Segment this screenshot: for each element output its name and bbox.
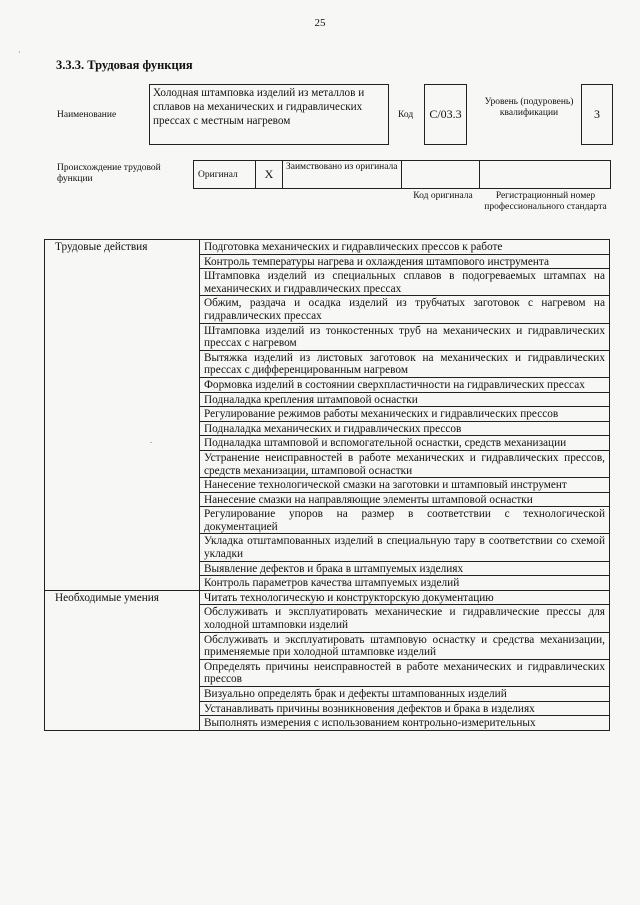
- scan-mark: ·: [18, 48, 21, 57]
- table-cell: Штамповка изделий из специальных сплавов в подогреваемых штампах на механических и гидравлических прессах: [200, 269, 610, 296]
- group-title: Необходимые умения: [45, 590, 200, 730]
- function-table: [44, 239, 610, 731]
- table-cell: Регулирование упоров на размер в соответствии с технологической документацией: [200, 507, 610, 534]
- table-cell: Обслуживать и эксплуатировать механические и гидравлические прессы для холодной штамповки изделий: [200, 605, 610, 632]
- table-cell: Контроль параметров качества штампуемых изделий: [200, 576, 610, 591]
- level-value: 3: [581, 84, 613, 145]
- table-cell: Нанесение технологической смазки на заготовки и штамповый инструмент: [200, 478, 610, 493]
- table-cell: Подналадка штамповой и вспомогательной оснастки, средств механизации: [200, 436, 610, 451]
- table-cell: Регулирование режимов работы механических и гидравлических прессов: [200, 407, 610, 422]
- function-name-value: Холодная штамповка изделий из металлов и сплавов на механических и гидравлических прессах с местным нагревом: [149, 84, 389, 145]
- group-title: Трудовые действия: [45, 240, 200, 591]
- borrowed-label: Заимствовано из оригинала: [283, 161, 402, 188]
- table-cell: Контроль температуры нагрева и охлаждения штампового инструмента: [200, 254, 610, 269]
- level-label: Уровень (подуровень) квалификации: [484, 97, 574, 118]
- table-row: [45, 240, 610, 255]
- table-cell: Обжим, раздача и осадка изделий из трубчатых заготовок с нагревом на гидравлических прессах: [200, 296, 610, 323]
- table-cell: Обслуживать и эксплуатировать штамповую оснастку и средства механизации, применяемые при холодной штамповке изделий: [200, 632, 610, 659]
- table-cell: Читать технологическую и конструкторскую документацию: [200, 590, 610, 605]
- code-label: Код: [398, 110, 414, 120]
- table-cell: Визуально определять брак и дефекты штампованных изделий: [200, 687, 610, 702]
- table-cell: Штамповка изделий из тонкостенных труб на механических и гидравлических прессах с нагревом: [200, 323, 610, 350]
- table-cell: Определять причины неисправностей в работе механических и гидравлических прессов: [200, 659, 610, 686]
- origin-row: [193, 160, 611, 189]
- code-value: С/03.3: [424, 84, 467, 145]
- page-number: 25: [314, 17, 326, 29]
- reg-number-label: Регистрационный номер профессионального стандарта: [484, 191, 607, 212]
- original-label: Оригинал: [194, 161, 256, 188]
- table-cell: Подготовка механических и гидравлических прессов к работе: [200, 240, 610, 255]
- name-label: Наименование: [57, 110, 117, 120]
- table-cell: Выявление дефектов и брака в штампуемых изделиях: [200, 561, 610, 576]
- code-original-label: Код оригинала: [413, 191, 473, 201]
- table-cell: Подналадка механических и гидравлических прессов: [200, 421, 610, 436]
- table-cell: Устанавливать причины возникновения дефектов и брака в изделиях: [200, 701, 610, 716]
- reg-number-cell: [480, 161, 610, 188]
- code-original-cell: [402, 161, 480, 188]
- scan-mark: .: [150, 436, 152, 445]
- table-cell: Вытяжка изделий из листовых заготовок на механических и гидравлических прессах с дифференцированным нагревом: [200, 350, 610, 377]
- origin-label: Происхождение трудовой функции: [57, 163, 161, 184]
- table-cell: Подналадка крепления штамповой оснастки: [200, 392, 610, 407]
- table-cell: Нанесение смазки на направляющие элементы штамповой оснастки: [200, 492, 610, 507]
- table-row: [45, 590, 610, 605]
- section-title: 3.3.3. Трудовая функция: [56, 58, 193, 72]
- table-cell: Выполнять измерения с использованием контрольно-измерительных: [200, 716, 610, 731]
- original-mark: X: [256, 161, 283, 188]
- table-cell: Формовка изделий в состоянии сверхпластичности на гидравлических прессах: [200, 377, 610, 392]
- table-cell: Устранение неисправностей в работе механических и гидравлических прессов, средств механизации, штамповой оснастки: [200, 450, 610, 477]
- table-cell: Укладка отштампованных изделий в специальную тару в соответствии со схемой укладки: [200, 534, 610, 561]
